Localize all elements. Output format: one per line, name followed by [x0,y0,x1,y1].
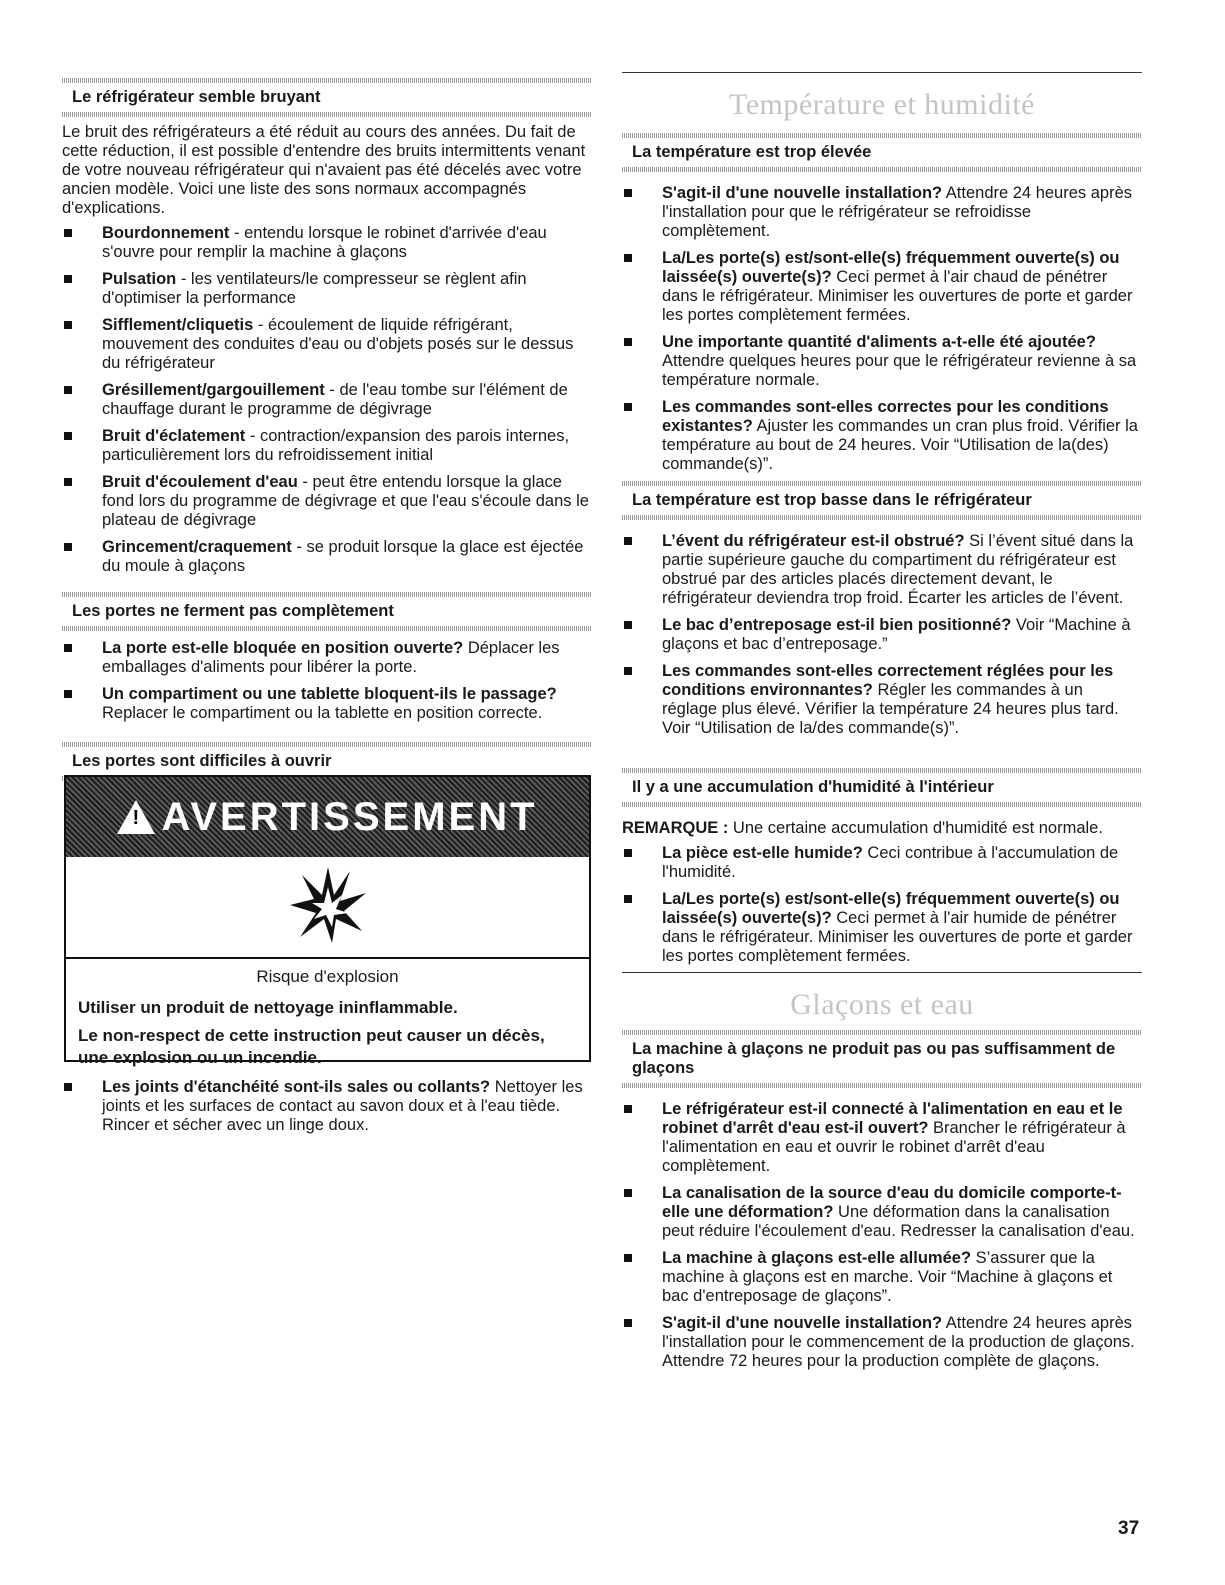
doors-not-close-section [62,598,592,731]
section-title-temperature: Température et humidité [729,88,1035,121]
list-item: Bruit d'écoulement d'eau - peut être entendu lorsque la glace fond lors du programme de dégivrage et que l'eau s'écoule dans le plateau de dégivrage [62,473,592,530]
temp-high-list [622,184,1142,474]
list-item: Les commandes sont-elles correctes pour les conditions existantes? Ajuster les commandes un cran plus froid. Vérifier la température au bout de 24 heures. Voir “Utilisation de la(des) commande(s)”. [622,398,1142,474]
warning-instruction: Utiliser un produit de nettoyage ininflammable. [78,998,458,1017]
list-item: La/Les porte(s) est/sont-elle(s) fréquemment ouverte(s) ou laissée(s) ouverte(s)? Ceci permet à l'air humide de pénétrer dans le réfrigérateur. Minimiser les ouvertures de porte et garder les portes complètement fermées. [622,890,1142,966]
noise-section [62,84,592,584]
temp-low-list [622,532,1142,738]
doors-not-close-list [62,639,592,723]
humidity-note: REMARQUE : Une certaine accumulation d'humidité est normale. [622,819,1103,837]
temp-high-heading: La température est trop élevée [622,139,1142,166]
list-item: Grincement/craquement - se produit lorsque la glace est éjectée du moule à glaçons [62,538,592,576]
humidity-section [622,774,1142,974]
ice-water-section [622,972,1142,1023]
list-item: Le réfrigérateur est-il connecté à l'alimentation en eau et le robinet d'arrêt d'eau est-il ouvert? Brancher le réfrigérateur à l'alimentation en eau et ouvrir le robinet d'arrêt d'eau complètement. [622,1100,1142,1176]
list-item: La canalisation de la source d'eau du domicile comporte-t-elle une déformation? Une déformation dans la canalisation peut réduire l'écoulement d'eau. Redresser la canalisation d'eau. [622,1184,1142,1241]
gaskets-list [62,1078,592,1135]
warning-banner [66,777,589,857]
list-item: Bourdonnement - entendu lorsque le robinet d'arrivée d'eau s'ouvre pour remplir la machine à glaçons [62,224,592,262]
noise-heading: Le réfrigérateur semble bruyant [62,84,592,111]
noise-intro: Le bruit des réfrigérateurs a été réduit au cours des années. Du fait de cette réduction, il est possible d'entendre des bruits intermittents venant de votre nouveau réfrigérateur qui n'avaient pas été décelés avec votre ancien modèle. Voici une liste des sons normaux accompagnés d'explications. [62,123,586,217]
section-divider [622,972,1142,973]
temperature-humidity-section [622,72,1142,123]
list-item: Bruit d'éclatement - contraction/expansion des parois internes, particulièrement lors du refroidissement initial [62,427,592,465]
section-divider [622,72,1142,73]
list-item: La pièce est-elle humide? Ceci contribue à l'accumulation de l'humidité. [622,844,1142,882]
warning-text [66,959,589,1083]
warning-triangle-icon: ! [117,800,155,834]
list-item: Sifflement/cliquetis - écoulement de liquide réfrigérant, mouvement des conduites d'eau ou d'objets posés sur le dessus du réfrigérateur [62,316,592,373]
temp-low-section [622,487,1142,746]
warning-consequence: Le non-respect de cette instruction peut causer un décès, une explosion ou un incendie. [78,1026,545,1067]
list-item: Un compartiment ou une tablette bloquent-ils le passage? Replacer le compartiment ou la tablette en position correcte. [62,685,592,723]
list-item: Une importante quantité d'aliments a-t-elle été ajoutée? Attendre quelques heures pour que le réfrigérateur revienne à sa température normale. [622,333,1142,390]
section-title-ice: Glaçons et eau [790,988,974,1021]
list-item: Grésillement/gargouillement - de l'eau tombe sur l'élément de chauffage durant le programme de dégivrage [62,381,592,419]
temp-low-heading: La température est trop basse dans le réfrigérateur [622,487,1142,514]
list-item: La/Les porte(s) est/sont-elle(s) fréquemment ouverte(s) ou laissée(s) ouverte(s)? Ceci permet à l'air chaud de pénétrer dans le réfrigérateur. Minimiser les ouvertures de porte et garder les portes complètement fermées. [622,249,1142,325]
doors-hard-section [62,748,592,775]
warning-box [64,775,591,1067]
list-item: S'agit-il d'une nouvelle installation? Attendre 24 heures après l'installation pour que le réfrigérateur se refroidisse complètement. [622,184,1142,241]
doors-hard-heading: Les portes sont difficiles à ouvrir [62,748,592,775]
explosion-icon-area [66,857,589,959]
humidity-list [622,844,1142,966]
ice-list [622,1100,1142,1371]
list-item: La porte est-elle bloquée en position ouverte? Déplacer les emballages d'aliments pour libérer la porte. [62,639,592,677]
temp-high-section [622,139,1142,482]
gaskets-section [62,1078,592,1143]
explosion-icon [288,865,368,945]
list-item: Pulsation - les ventilateurs/le compresseur se règlent afin d'optimiser la performance [62,270,592,308]
list-item: La machine à glaçons est-elle allumée? S’assurer que la machine à glaçons est en marche. Voir “Machine à glaçons et bac d'entreposage de glaçons”. [622,1249,1142,1306]
list-item: Le bac d’entreposage est-il bien positionné? Voir “Machine à glaçons et bac d’entreposage.” [622,616,1142,654]
doors-not-close-heading: Les portes ne ferment pas complètement [62,598,592,625]
humidity-heading: Il y a une accumulation d'humidité à l'intérieur [622,774,1142,801]
ice-section [622,1036,1142,1379]
warning-hazard: Risque d'explosion [256,967,399,986]
warning-signal-word: AVERTISSEMENT [161,794,538,839]
noise-list [62,224,592,576]
list-item: S'agit-il d'une nouvelle installation? Attendre 24 heures après l'installation pour le commencement de la production de glaçons. Attendre 72 heures pour la production complète de glaçons. [622,1314,1142,1371]
ice-heading: La machine à glaçons ne produit pas ou pas suffisamment de glaçons [622,1036,1142,1082]
list-item: Les commandes sont-elles correctement réglées pour les conditions environnantes? Régler les commandes à un réglage plus élevé. Vérifier la température 24 heures plus tard. Voir “Utilisation de la/des commande(s)”. [622,662,1142,738]
list-item: L’évent du réfrigérateur est-il obstrué? Si l’évent situé dans la partie supérieure gauche du compartiment du réfrigérateur est obstrué par des articles placés directement devant, le réfrigérateur deviendra trop froid. Écarter les articles de l’évent. [622,532,1142,608]
page-number: 37 [1118,1518,1140,1539]
list-item: Les joints d'étanchéité sont-ils sales ou collants? Nettoyer les joints et les surfaces de contact au savon doux et à l'eau tiède. Rincer et sécher avec un linge doux. [62,1078,592,1135]
